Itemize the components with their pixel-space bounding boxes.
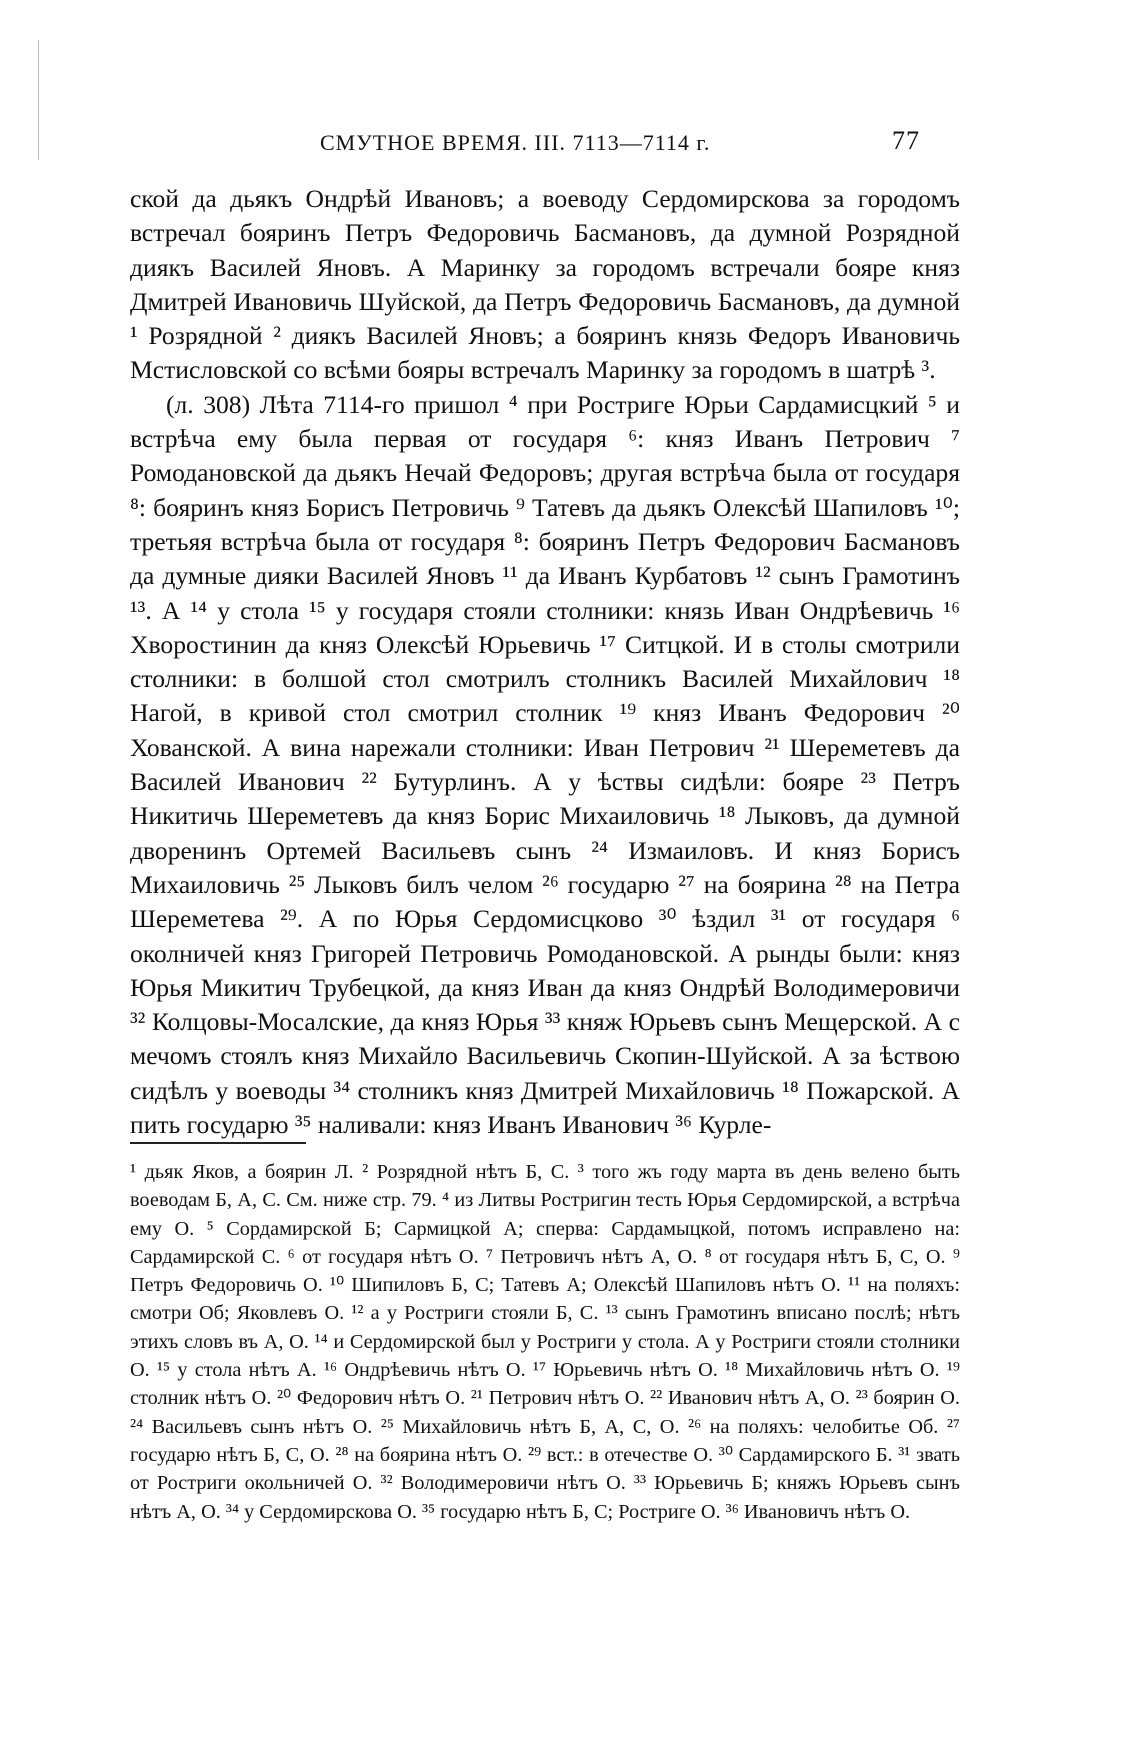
page-header — [320, 126, 920, 160]
paragraph-1: ской да дьякъ Ондрѣй Ивановъ; а воеводу Сердомирскова за городомъ встречал бояринъ Петръ Федоровичь Басмановъ, да думной Розрядной диякъ Василей Яновъ. А Маринку за городомъ встречали бояре княз Дмитрей Ивановичь Шуйской, да Петръ Федоровичь Басмановъ, да думной ¹ Розрядной ² диякъ Василей Яновъ; а бояринъ князь Федоръ Ивановичь Мстисловской со всѣми бояры встречалъ Маринку за городомъ в шатрѣ ³. — [130, 184, 960, 385]
footnote-separator — [130, 1142, 306, 1144]
scan-margin-line — [38, 40, 39, 160]
footnotes-text: ¹ дьяк Яков, а боярин Л. ² Розрядной нѣтъ Б, С. ³ того жъ году марта въ день велено быть воеводам Б, А, С. См. ниже стр. 79. ⁴ из Литвы Ростригин тесть Юрья Сердомирской, а встрѣча ему О. ⁵ Сордамирской Б; Сармицкой А; сперва: Сардамыцкой, потомъ исправлено на: Сардамирской С. ⁶ от государя нѣтъ О. ⁷ Петровичъ нѣтъ А, О. ⁸ от государя нѣтъ Б, С, О. ⁹ Петръ Федоровичь О. ¹⁰ Шипиловъ Б, С; Татевъ А; Олексѣй Шапиловъ нѣтъ О. ¹¹ на поляхъ: смотри Об; Яковлевъ О. ¹² а у Ростриги стояли Б, С. ¹³ сынъ Грамотинъ вписано послѣ; нѣтъ этихъ словъ въ А, О. ¹⁴ и Сердомирской был у Ростриги у стола. А у Ростриги стояли столники О. ¹⁵ у стола нѣтъ А. ¹⁶ Ондрѣевичь нѣтъ О. ¹⁷ Юрьевичь нѣтъ О. ¹⁸ Михайловичь нѣтъ О. ¹⁹ столник нѣтъ О. ²⁰ Федорович нѣтъ О. ²¹ Петрович нѣтъ О. ²² Иванович нѣтъ А, О. ²³ боярин О. ²⁴ Васильевъ сынъ нѣтъ О. ²⁵ Михайловичь нѣтъ Б, А, С, О. ²⁶ на поляхъ: челобитье Об. ²⁷ государю нѣтъ Б, С, О. ²⁸ на боярина нѣтъ О. ²⁹ вст.: в отечестве О. ³⁰ Сардамирского Б. ³¹ звать от Ростриги окольничей О. ³² Володимеровичи нѣтъ О. ³³ Юрьевичь Б; княжъ Юрьевъ сынъ нѣтъ А, О. ³⁴ у Сердомирскова О. ³⁵ государю нѣтъ Б, С; Ростриге О. ³⁶ Ивановичъ нѣтъ О. — [130, 1161, 960, 1523]
footnotes — [130, 1158, 960, 1526]
running-title: СМУТНОЕ ВРЕМЯ. III. 7113—7114 г. — [320, 130, 711, 155]
main-text — [130, 182, 960, 1142]
page-number: 77 — [892, 126, 920, 155]
paragraph-2: (л. 308) Лѣта 7114-го пришол ⁴ при Ростриге Юрьи Сардамисцкий ⁵ и встрѣча ему была первая от государя ⁶: княз Иванъ Петрович ⁷ Ромодановской да дьякъ Нечай Федоровъ; другая встрѣча была от государя ⁸: бояринъ княз Борисъ Петровичь ⁹ Татевъ да дьякъ Олексѣй Шапиловъ ¹⁰; третьяя встрѣча была от государя ⁸: бояринъ Петръ Федорович Басмановъ да думные дияки Василей Яновъ ¹¹ да Иванъ Курбатовъ ¹² сынъ Грамотинъ ¹³. А ¹⁴ у стола ¹⁵ у государя стояли столники: князь Иван Ондрѣевичь ¹⁶ Хворостинин да княз Олексѣй Юрьевичь ¹⁷ Ситцкой. И в столы смотрили столники: в болшой стол смотрилъ столникъ Василей Михайлович ¹⁸ Нагой, в кривой стол смотрил столник ¹⁹ княз Иванъ Федорович ²⁰ Хованской. А вина нарежали столники: Иван Петрович ²¹ Шереметевъ да Василей Иванович ²² Бутурлинъ. А у ѣствы сидѣли: бояре ²³ Петръ Никитичь Шереметевъ да княз Борис Михаиловичь ¹⁸ Лыковъ, да думной дворенинъ Ортемей Васильевъ сынъ ²⁴ Измаиловъ. И княз Борисъ Михаиловичь ²⁵ Лыковъ билъ челом ²⁶ государю ²⁷ на боярина ²⁸ на Петра Шереметева ²⁹. А по Юрья Сердомисцково ³⁰ ѣздил ³¹ от государя ⁶ околничей княз Григорей Петровичь Ромодановской. А рынды были: княз Юрья Микитич Трубецкой, да княз Иван да княз Ондрѣй Володимеровичи ³² Колцовы-Мосалские, да княз Юрья ³³ княж Юрьевъ сынъ Мещерской. А с мечомъ стоялъ княз Михайло Васильевичь Скопин-Шуйской. А за ѣствою сидѣлъ у воеводы ³⁴ столникъ княз Дмитрей Михайловичь ¹⁸ Пожарской. А пить государю ³⁵ наливали: княз Иванъ Иванович ³⁶ Курле- — [130, 389, 960, 1140]
